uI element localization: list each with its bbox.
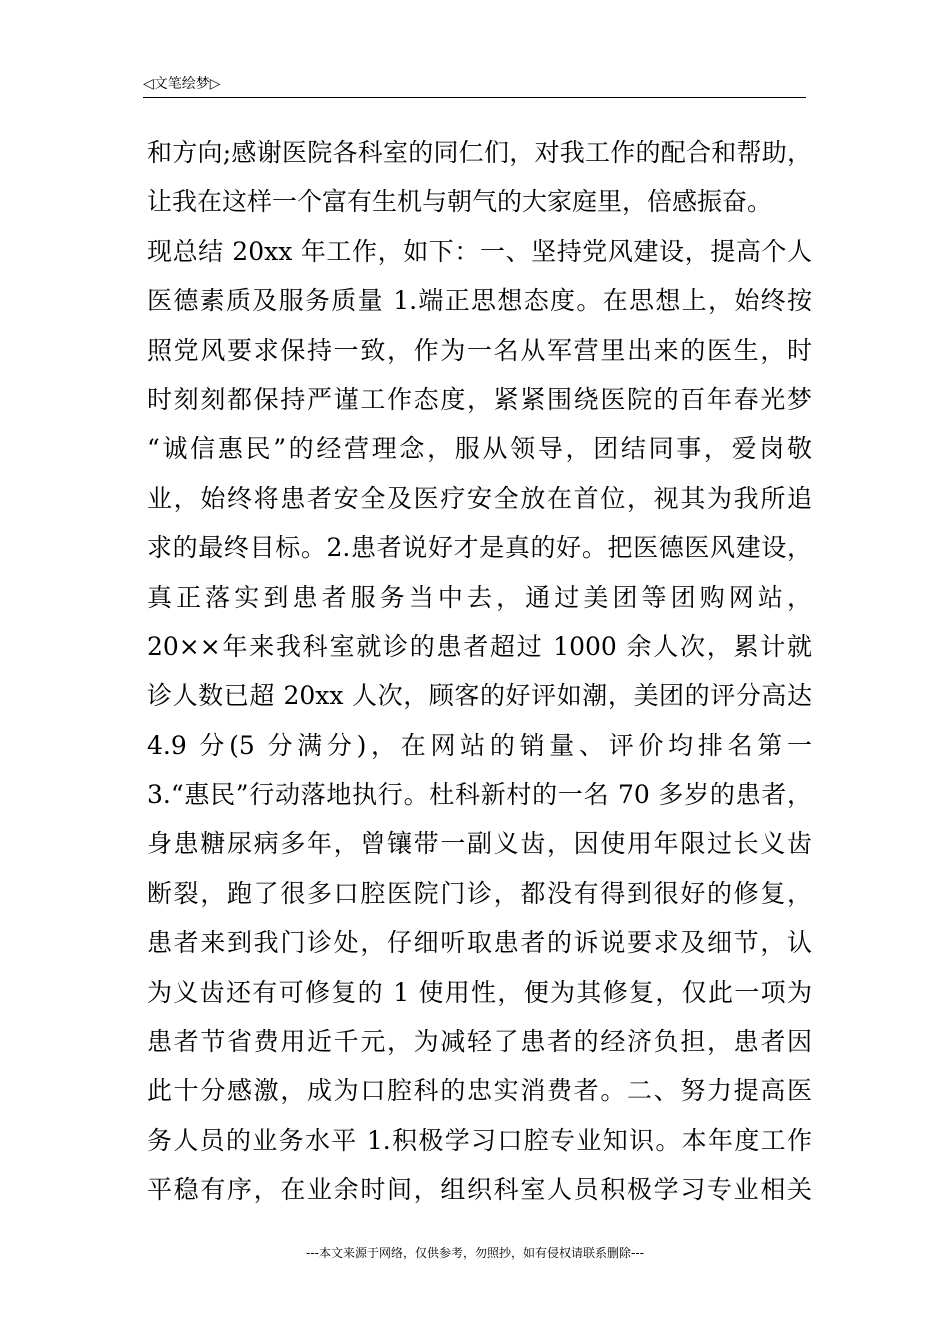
body-line: 诊人数已超 20xx 人次，顾客的好评如潮，美团的评分高达	[147, 681, 812, 711]
body-line: 3.“惠民”行动落地执行。杜科新村的一名 70 多岁的患者，	[147, 780, 812, 810]
body-line: 患者来到我门诊处，仔细听取患者的诉说要求及细节，认	[147, 928, 812, 958]
body-line: 让我在这样一个富有生机与朝气的大家庭里，倍感振奋。	[147, 187, 773, 217]
document-footer-disclaimer: ---本文来源于网络，仅供参考，勿照抄，如有侵权请联系删除---	[306, 1246, 644, 1260]
body-line: 平稳有序，在业余时间，组织科室人员积极学习专业相关	[147, 1175, 812, 1205]
body-line: 此十分感激，成为口腔科的忠实消费者。二、努力提高医	[147, 1076, 812, 1106]
body-line: 务人员的业务水平 1.积极学习口腔专业知识。本年度工作	[147, 1125, 812, 1155]
body-line: 20××年来我科室就诊的患者超过 1000 余人次，累计就	[147, 631, 812, 661]
body-line: 和方向;感谢医院各科室的同仁们，对我工作的配合和帮助，	[147, 138, 812, 167]
body-line: 求的最终目标。2.患者说好才是真的好。把医德医风建设，	[147, 533, 812, 563]
document-body	[147, 128, 812, 1215]
body-line: 真正落实到患者服务当中去，通过美团等团购网站，	[147, 582, 812, 612]
header-divider	[143, 97, 806, 98]
body-line: 业，始终将患者安全及医疗安全放在首位，视其为我所追	[147, 483, 812, 513]
body-line: 患者节省费用近千元，为减轻了患者的经济负担，患者因	[147, 1027, 812, 1057]
body-line: 时刻刻都保持严谨工作态度，紧紧围绕医院的百年春光梦	[147, 384, 812, 414]
body-line: 身患糖尿病多年，曾镶带一副义齿，因使用年限过长义齿	[147, 829, 812, 859]
body-line: “诚信惠民”的经营理念，服从领导，团结同事，爱岗敬	[147, 434, 812, 464]
body-line: 4.9 分(5 分满分)，在网站的销量、评价均排名第一	[147, 730, 812, 760]
body-line: 照党风要求保持一致，作为一名从军营里出来的医生，时	[147, 335, 812, 365]
body-line: 断裂，跑了很多口腔医院门诊，都没有得到很好的修复，	[147, 878, 812, 908]
document-header-title: ◁文笔绘梦▷	[143, 76, 221, 92]
body-line: 现总结 20xx 年工作，如下：一、坚持党风建设，提高个人	[147, 236, 812, 266]
body-line: 医德素质及服务质量 1.端正思想态度。在思想上，始终按	[147, 286, 812, 316]
body-line: 为义齿还有可修复的 1 使用性，便为其修复，仅此一项为	[147, 977, 812, 1007]
